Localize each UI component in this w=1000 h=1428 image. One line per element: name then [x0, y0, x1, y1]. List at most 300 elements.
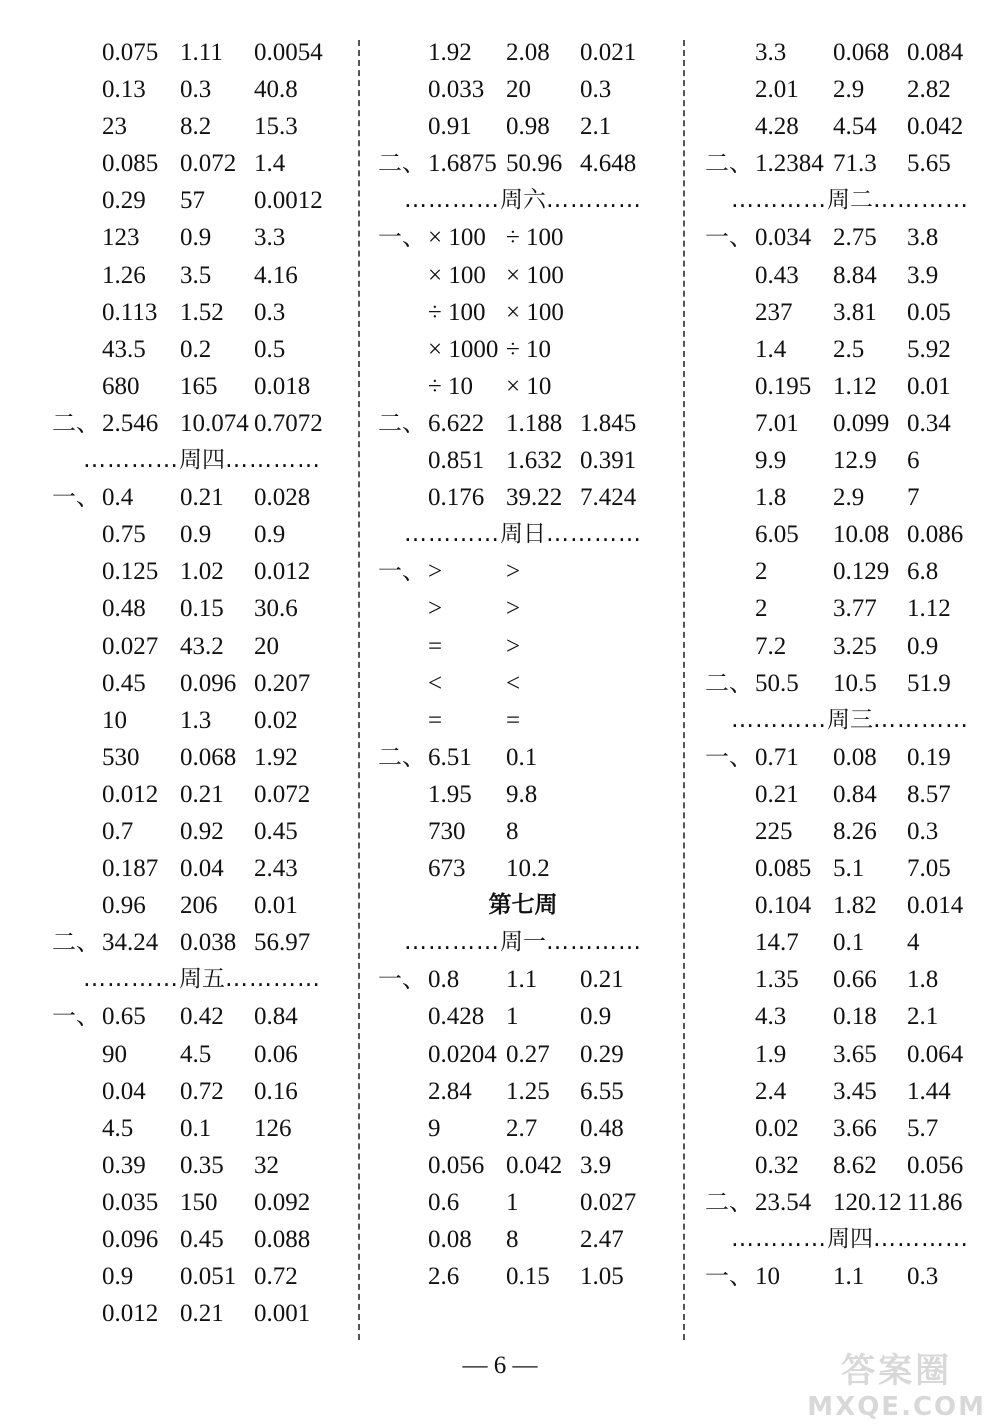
answer-value: 0.034 — [755, 224, 812, 252]
answer-value: 150 — [180, 1188, 218, 1216]
answer-value: 0.068 — [180, 743, 237, 771]
answer-value: 120.12 — [833, 1188, 902, 1216]
answer-row — [705, 71, 995, 108]
answer-value: > — [506, 632, 521, 660]
answer-value: 0.125 — [102, 558, 159, 586]
dotted-leader: ………… — [873, 1226, 969, 1252]
answer-value: 8.84 — [833, 261, 877, 289]
answer-value: 2.9 — [833, 484, 865, 512]
answer-value: 39.22 — [506, 484, 563, 512]
answer-value: 9.8 — [506, 780, 538, 808]
answer-value: 3.45 — [833, 1077, 877, 1105]
answer-value: 0.5 — [254, 335, 286, 363]
answer-value: 5.1 — [833, 855, 865, 883]
day-heading — [378, 924, 668, 961]
answer-row — [378, 776, 668, 813]
answer-value: 10.08 — [833, 521, 890, 549]
answer-row — [705, 331, 995, 368]
answer-row — [52, 405, 352, 442]
answer-row — [52, 739, 352, 776]
answer-value: 34.24 — [102, 929, 159, 957]
answer-value: < — [506, 669, 521, 697]
question-number: 一、 — [705, 223, 753, 252]
day-label: 周一 — [500, 929, 546, 956]
answer-row — [705, 628, 995, 665]
answer-row — [378, 331, 668, 368]
day-heading — [705, 182, 995, 219]
answer-row — [705, 924, 995, 961]
answer-value: 0.18 — [833, 1003, 877, 1031]
answer-value: 0.096 — [180, 669, 237, 697]
answer-value: 0.08 — [833, 743, 877, 771]
answer-value: 3.25 — [833, 632, 877, 660]
answer-row — [52, 665, 352, 702]
answer-value: 1.2384 — [755, 150, 824, 178]
answer-row — [52, 516, 352, 553]
answer-value: 0.72 — [180, 1077, 224, 1105]
answer-value: × 1000 — [428, 335, 499, 363]
day-heading — [705, 1221, 995, 1258]
answer-value: 0.072 — [254, 780, 311, 808]
answer-row — [52, 590, 352, 627]
answer-row — [705, 776, 995, 813]
answer-value: 2 — [755, 595, 768, 623]
answer-row — [378, 1036, 668, 1073]
answer-value: 0.3 — [580, 76, 612, 104]
answer-value: 1.05 — [580, 1263, 624, 1291]
answer-value: 8 — [506, 817, 519, 845]
answer-value: 2.4 — [755, 1077, 787, 1105]
answer-value: 165 — [180, 372, 218, 400]
answer-value: 0.088 — [254, 1226, 311, 1253]
answer-value: 237 — [755, 298, 793, 326]
question-number: 二、 — [705, 668, 753, 697]
answer-value: 4.5 — [102, 1114, 134, 1142]
answer-value: 1 — [506, 1188, 519, 1216]
answer-row — [705, 294, 995, 331]
answer-value: 1.52 — [180, 298, 224, 326]
answer-value: 0.092 — [254, 1188, 311, 1216]
answer-value: 50.5 — [755, 669, 799, 697]
answer-value: 40.8 — [254, 76, 298, 104]
answer-value: 2.5 — [833, 335, 865, 363]
answer-row — [378, 1184, 668, 1221]
answer-value: 0.2 — [180, 335, 212, 363]
answer-column-2 — [378, 34, 668, 1295]
answer-value: 530 — [102, 743, 140, 771]
dotted-leader: ………… — [731, 706, 827, 733]
answer-value: 0.187 — [102, 855, 159, 883]
answer-value: × 100 — [506, 298, 564, 326]
answer-value: 3.3 — [755, 39, 787, 66]
answer-row — [378, 257, 668, 294]
question-number: 二、 — [378, 742, 426, 771]
answer-value: 0.391 — [580, 447, 637, 475]
answer-value: 1.02 — [180, 558, 224, 586]
answer-value: 0.19 — [907, 743, 951, 771]
answer-row — [52, 628, 352, 665]
answer-value: 2.9 — [833, 76, 865, 104]
answer-value: 0.71 — [755, 743, 799, 771]
answer-value: 0.113 — [102, 298, 158, 326]
question-number: 一、 — [52, 483, 100, 512]
answer-value: 1.4 — [254, 150, 286, 178]
answer-value: 0.035 — [102, 1188, 159, 1216]
answer-value: 5.65 — [907, 150, 951, 178]
answer-value: 0.15 — [180, 595, 224, 623]
answer-value: 23 — [102, 113, 127, 141]
answer-row — [378, 1110, 668, 1147]
answer-value: 30.6 — [254, 595, 298, 623]
answer-row — [378, 405, 668, 442]
answer-value: > — [506, 558, 521, 586]
answer-row — [52, 887, 352, 924]
answer-row — [378, 1073, 668, 1110]
answer-row — [705, 1184, 995, 1221]
answer-value: 1.845 — [580, 409, 637, 437]
answer-value: 0.96 — [102, 892, 146, 920]
answer-value: = — [428, 706, 443, 734]
answer-value: 0.056 — [907, 1151, 964, 1179]
answer-value: × 100 — [506, 261, 564, 289]
answer-value: 0.91 — [428, 113, 472, 141]
answer-row — [52, 998, 352, 1035]
answer-value: 0.096 — [102, 1226, 159, 1253]
answer-value: 0.9 — [102, 1263, 134, 1291]
answer-value: 2.75 — [833, 224, 877, 252]
answer-value: 0.16 — [254, 1077, 298, 1105]
question-number: 二、 — [705, 1187, 753, 1216]
answer-row — [705, 1147, 995, 1184]
answer-row — [52, 294, 352, 331]
answer-row — [705, 665, 995, 702]
watermark-logo — [807, 1343, 986, 1422]
answer-row — [52, 145, 352, 182]
answer-value: 0.195 — [755, 372, 812, 400]
answer-value: 6.622 — [428, 409, 485, 437]
answer-value: 0.0012 — [254, 187, 323, 215]
answer-value: 3.3 — [254, 224, 286, 252]
answer-value: 0.7 — [102, 817, 134, 845]
answer-value: 0.001 — [254, 1300, 311, 1328]
answer-value: 0.43 — [755, 261, 799, 289]
answer-value: 15.3 — [254, 113, 298, 141]
answer-value: 0.9 — [180, 224, 212, 252]
answer-value: 0.3 — [180, 76, 212, 104]
question-number: 一、 — [705, 1262, 753, 1291]
answer-value: 0.32 — [755, 1151, 799, 1179]
answer-value: 0.29 — [580, 1040, 624, 1068]
answer-row — [705, 739, 995, 776]
dotted-leader: ………… — [873, 706, 969, 733]
answer-value: 1.12 — [833, 372, 877, 400]
answer-value: > — [506, 595, 521, 623]
answer-row — [705, 219, 995, 256]
answer-value: < — [428, 669, 443, 697]
answer-value: 0.04 — [102, 1077, 146, 1105]
answer-value: 4.54 — [833, 113, 877, 141]
answer-row — [52, 1184, 352, 1221]
answer-value: 7.05 — [907, 855, 951, 883]
answer-value: 0.042 — [506, 1151, 563, 1179]
answer-value: 225 — [755, 817, 793, 845]
answer-value: 0.129 — [833, 558, 890, 586]
answer-value: 3.9 — [580, 1151, 612, 1179]
answer-row — [378, 553, 668, 590]
answer-row — [52, 1258, 352, 1295]
answer-row — [378, 479, 668, 516]
answer-row — [378, 1221, 668, 1258]
answer-value: 0.1 — [180, 1114, 212, 1142]
answer-value: 1.188 — [506, 409, 563, 437]
answer-value: 2.7 — [506, 1114, 538, 1142]
answer-row — [52, 1147, 352, 1184]
answer-value: 0.207 — [254, 669, 311, 697]
answer-row — [378, 813, 668, 850]
dotted-leader: ………… — [83, 966, 179, 993]
answer-value: 0.027 — [102, 632, 159, 660]
answer-value: 1.8 — [755, 484, 787, 512]
answer-value: 0.085 — [755, 855, 812, 883]
answer-value: 0.9 — [580, 1003, 612, 1031]
answer-value: 0.08 — [428, 1226, 472, 1253]
answer-value: 1.632 — [506, 447, 563, 475]
answer-value: 43.2 — [180, 632, 224, 660]
answer-value: 10 — [755, 1263, 780, 1291]
answer-value: 0.012 — [254, 558, 311, 586]
answer-value: 0.29 — [102, 187, 146, 215]
answer-value: 0.84 — [254, 1003, 298, 1031]
dotted-leader: ………… — [225, 447, 321, 474]
answer-row — [705, 1110, 995, 1147]
dotted-leader: ………… — [546, 187, 642, 214]
answer-value: 0.014 — [907, 892, 964, 920]
answer-value: 0.028 — [254, 484, 311, 512]
day-label: 周三 — [827, 706, 873, 733]
answer-value: 2.1 — [580, 113, 612, 141]
answer-value: 1.44 — [907, 1077, 951, 1105]
answer-value: 2.47 — [580, 1226, 624, 1253]
dotted-leader: ………… — [225, 966, 321, 993]
answer-row — [705, 516, 995, 553]
answer-value: 2.08 — [506, 39, 550, 66]
answer-value: 0.099 — [833, 409, 890, 437]
answer-value: 0.13 — [102, 76, 146, 104]
answer-value: 32 — [254, 1151, 279, 1179]
answer-value: 5.7 — [907, 1114, 939, 1142]
answer-value: 1.82 — [833, 892, 877, 920]
answer-value: 1.92 — [254, 743, 298, 771]
answer-value: 0.45 — [254, 817, 298, 845]
answer-value: 2.43 — [254, 855, 298, 883]
answer-row — [705, 850, 995, 887]
answer-value: 0.42 — [180, 1003, 224, 1031]
question-number: 二、 — [378, 149, 426, 178]
week-heading: 第七周 — [488, 892, 558, 919]
answer-row — [705, 34, 995, 71]
answer-row — [378, 628, 668, 665]
day-label: 周四 — [179, 447, 225, 474]
day-label: 周五 — [179, 966, 225, 993]
answer-value: 2.546 — [102, 409, 159, 437]
answer-value: 0.012 — [102, 1300, 159, 1328]
answer-value: 3.5 — [180, 261, 212, 289]
answer-row — [378, 665, 668, 702]
answer-value: ÷ 10 — [428, 372, 473, 400]
answer-value: 11.86 — [907, 1188, 963, 1216]
answer-value: 20 — [254, 632, 279, 660]
answer-value: 20 — [506, 76, 531, 104]
answer-value: 4.3 — [755, 1003, 787, 1031]
answer-value: 6.8 — [907, 558, 939, 586]
answer-row — [52, 924, 352, 961]
dotted-leader: ………… — [731, 187, 827, 214]
question-number: 一、 — [378, 557, 426, 586]
answer-value: 6 — [907, 447, 920, 475]
answer-value: 0.027 — [580, 1188, 637, 1216]
question-number: 一、 — [52, 1002, 100, 1031]
answer-value: 57 — [180, 187, 205, 215]
answer-row — [52, 479, 352, 516]
answer-value: 9 — [428, 1114, 441, 1142]
answer-row — [52, 1295, 352, 1332]
answer-value: 0.98 — [506, 113, 550, 141]
answer-value: × 10 — [506, 372, 552, 400]
answer-value: = — [506, 706, 521, 734]
answer-row — [52, 108, 352, 145]
answer-value: 8.62 — [833, 1151, 877, 1179]
answer-value: 0.033 — [428, 76, 485, 104]
answer-row — [52, 368, 352, 405]
answer-value: 0.6 — [428, 1188, 460, 1216]
answer-row — [378, 998, 668, 1035]
question-number: 一、 — [378, 965, 426, 994]
answer-row — [378, 442, 668, 479]
answer-value: 10.074 — [180, 409, 249, 437]
answer-value: 0.086 — [907, 521, 964, 549]
answer-value: 2.82 — [907, 76, 951, 104]
answer-value: 23.54 — [755, 1188, 812, 1216]
answer-value: 56.97 — [254, 929, 311, 957]
answer-value: 7.2 — [755, 632, 787, 660]
answer-column-1 — [52, 34, 352, 1332]
answer-value: 0.0054 — [254, 39, 323, 66]
answer-row — [52, 813, 352, 850]
answer-value: 4 — [907, 929, 920, 957]
answer-value: × 100 — [428, 261, 486, 289]
answer-value: > — [428, 558, 443, 586]
answer-value: 0.45 — [102, 669, 146, 697]
dotted-leader: ………… — [873, 187, 969, 214]
answer-value: 0.1 — [506, 743, 538, 771]
answer-value: 1.4 — [755, 335, 787, 363]
answer-value: 0.39 — [102, 1151, 146, 1179]
answer-value: 0.21 — [180, 1300, 224, 1328]
answer-value: 0.176 — [428, 484, 485, 512]
question-number: 二、 — [378, 408, 426, 437]
answer-row — [705, 998, 995, 1035]
answer-value: ÷ 100 — [428, 298, 486, 326]
answer-value: 1.26 — [102, 261, 146, 289]
answer-value: 10 — [102, 706, 127, 734]
day-heading — [52, 442, 352, 479]
answer-row — [52, 776, 352, 813]
answer-value: 0.4 — [102, 484, 134, 512]
answer-value: 0.021 — [580, 39, 637, 66]
answer-value: 4.5 — [180, 1040, 212, 1068]
answer-value: 1.9 — [755, 1040, 787, 1068]
answer-value: 3.8 — [907, 224, 939, 252]
answer-value: 0.075 — [102, 39, 159, 66]
answer-row — [52, 702, 352, 739]
page-number: — 6 — — [462, 1352, 538, 1379]
answer-value: 1.25 — [506, 1077, 550, 1105]
answer-row — [52, 1036, 352, 1073]
question-number: 二、 — [52, 408, 100, 437]
answer-value: 0.06 — [254, 1040, 298, 1068]
answer-value: 2.1 — [907, 1003, 939, 1031]
dotted-leader: ………… — [404, 187, 500, 214]
dotted-leader: ………… — [731, 1226, 827, 1252]
answer-value: 0.7072 — [254, 409, 323, 437]
answer-row — [378, 590, 668, 627]
answer-row — [52, 1073, 352, 1110]
answer-value: 0.428 — [428, 1003, 485, 1031]
answer-value: 10.5 — [833, 669, 877, 697]
answer-row — [378, 34, 668, 71]
answer-row — [378, 739, 668, 776]
answer-value: 0.3 — [907, 1263, 939, 1291]
answer-value: 8.57 — [907, 780, 951, 808]
answer-value: 43.5 — [102, 335, 146, 363]
answer-row — [378, 108, 668, 145]
answer-row — [52, 182, 352, 219]
answer-row — [378, 145, 668, 182]
answer-value: 0.064 — [907, 1040, 964, 1068]
answer-value: 206 — [180, 892, 218, 920]
answer-value: 1.3 — [180, 706, 212, 734]
answer-value: 1.1 — [506, 966, 538, 994]
answer-value: 0.75 — [102, 521, 146, 549]
answer-value: 0.45 — [180, 1226, 224, 1253]
answer-value: 90 — [102, 1040, 127, 1068]
answer-row — [705, 887, 995, 924]
answer-row — [705, 1073, 995, 1110]
answer-value: 12.9 — [833, 447, 877, 475]
answer-value: 3.66 — [833, 1114, 877, 1142]
answer-value: 730 — [428, 817, 466, 845]
column-divider — [358, 40, 360, 1340]
answer-value: ÷ 100 — [506, 224, 564, 252]
answer-value: 1.92 — [428, 39, 472, 66]
answer-value: 8.2 — [180, 113, 212, 141]
answer-row — [705, 405, 995, 442]
answer-value: 0.104 — [755, 892, 812, 920]
answer-value: 1.11 — [180, 39, 223, 66]
answer-row — [52, 331, 352, 368]
day-heading — [705, 702, 995, 739]
question-number: 一、 — [705, 742, 753, 771]
answer-value: 0.84 — [833, 780, 877, 808]
answer-value: 0.01 — [254, 892, 298, 920]
answer-value: 0.02 — [254, 706, 298, 734]
answer-value: 1.35 — [755, 966, 799, 994]
answer-value: 0.8 — [428, 966, 460, 994]
answer-value: 0.34 — [907, 409, 951, 437]
watermark-title: 答案圈 — [841, 1351, 953, 1391]
answer-value: 0.3 — [907, 817, 939, 845]
answer-value: 4.648 — [580, 150, 637, 178]
